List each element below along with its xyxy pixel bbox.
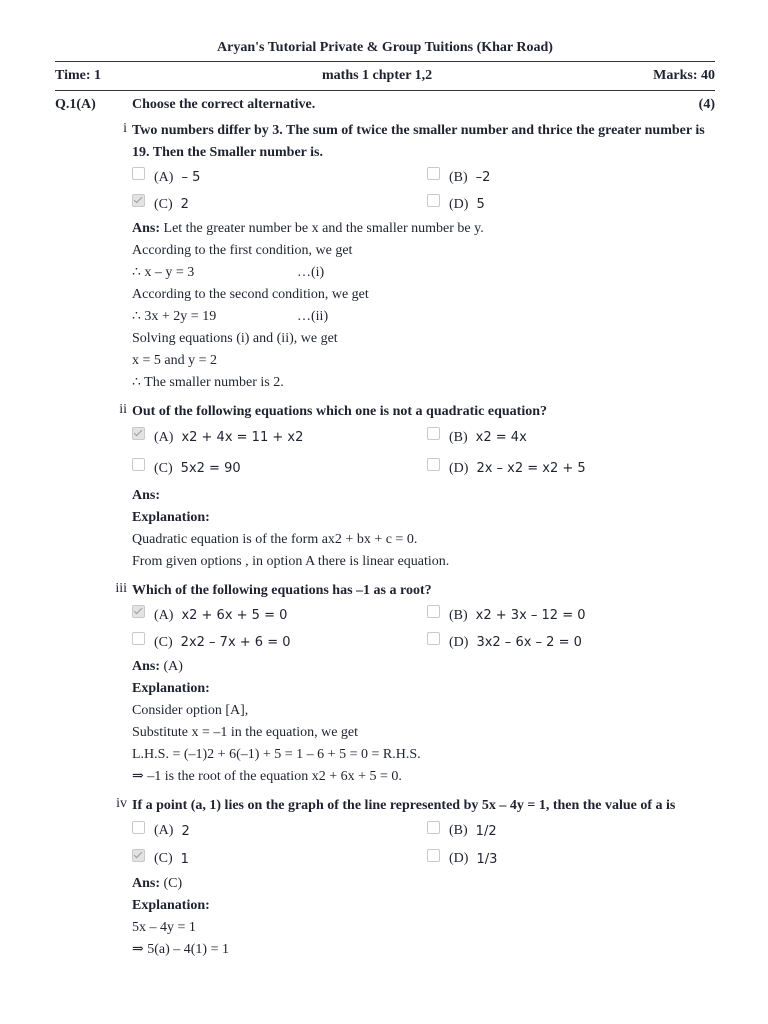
option-checkbox[interactable] — [427, 427, 440, 440]
option-checkbox[interactable] — [427, 605, 440, 618]
option-label: (D) — [449, 851, 469, 866]
explanation-label: Explanation: — [132, 898, 210, 913]
option-value: x2 + 6x + 5 = 0 — [181, 608, 288, 623]
option-label: (C) — [154, 460, 173, 476]
option-label: (A) — [154, 169, 174, 185]
section-heading — [55, 93, 715, 117]
option-value: x2 + 3x – 12 = 0 — [475, 608, 586, 623]
answer-label: Ans: — [132, 659, 161, 674]
answer-text: (A) — [163, 659, 183, 674]
option-value: 2 — [181, 823, 190, 839]
options-group — [132, 423, 715, 485]
option-label: (D) — [449, 196, 469, 212]
exam-marks: Marks: 40 — [653, 68, 715, 83]
question-text: Two numbers differ by 3. The sum of twice the smaller number and thrice the greater number is 19. Then the Smaller number is. — [132, 123, 705, 160]
answer-line — [132, 873, 715, 895]
solution-line: 5x – 4y = 1 — [132, 920, 196, 935]
option-label: (A) — [154, 607, 174, 623]
option-value: 1 — [180, 851, 189, 867]
option-checkbox-checked[interactable] — [132, 605, 145, 618]
option-a[interactable] — [132, 164, 427, 191]
option-checkbox[interactable] — [132, 167, 145, 180]
worksheet-page — [55, 38, 715, 961]
question-number: iii — [115, 581, 127, 596]
option-d[interactable] — [427, 629, 715, 656]
answer-text: (C) — [163, 876, 183, 891]
question-number: i — [123, 121, 127, 136]
exam-meta-bar — [55, 61, 715, 91]
solution-line: ∴ 3x + 2y = 19 …(ii) — [132, 309, 329, 324]
option-c[interactable] — [132, 629, 427, 656]
school-name: Aryan's Tutorial Private & Group Tuitions (Khar Road) — [217, 40, 553, 55]
option-checkbox[interactable] — [427, 821, 440, 834]
option-value: 5 — [476, 197, 485, 212]
option-label: (C) — [154, 634, 173, 650]
option-a[interactable] — [132, 423, 427, 452]
solution-line: Substitute x = –1 in the equation, we get — [132, 725, 359, 740]
solution-line: Quadratic equation is of the form ax2 + bx + c = 0. — [132, 532, 418, 547]
question-4 — [55, 794, 715, 961]
section-number: Q.1(A) — [55, 97, 96, 112]
option-checkbox[interactable] — [132, 632, 145, 645]
option-value: 1/3 — [476, 851, 498, 867]
section-instruction: Choose the correct alternative. — [132, 97, 316, 112]
option-label: (C) — [154, 196, 173, 212]
option-value: 2 — [180, 197, 189, 212]
option-label: (A) — [154, 823, 174, 838]
question-text: Out of the following equations which one is not a quadratic equation? — [132, 404, 547, 419]
option-c[interactable] — [132, 845, 427, 873]
option-b[interactable] — [427, 602, 715, 629]
solution-line: From given options , in option A there is linear equation. — [132, 554, 450, 569]
options-group — [132, 817, 715, 873]
option-label: (B) — [449, 823, 468, 838]
answer-label: Ans: — [132, 221, 161, 236]
solution-line: ∴ x – y = 3 …(i) — [132, 265, 325, 280]
option-checkbox[interactable] — [427, 849, 440, 862]
answer-label: Ans: — [132, 488, 161, 503]
option-label: (D) — [449, 460, 469, 476]
option-label: (B) — [449, 429, 468, 445]
option-checkbox[interactable] — [427, 458, 440, 471]
solution-line: According to the second condition, we get — [132, 287, 369, 302]
option-b[interactable] — [427, 817, 715, 845]
option-a[interactable] — [132, 817, 427, 845]
option-value: 3x2 – 6x – 2 = 0 — [476, 635, 582, 650]
option-value: x2 + 4x = 11 + x2 — [181, 430, 304, 445]
option-b[interactable] — [427, 164, 715, 191]
solution-line: ⇒ 5(a) – 4(1) = 1 — [132, 942, 229, 957]
solution-line: According to the first condition, we get — [132, 243, 353, 258]
option-checkbox[interactable] — [427, 167, 440, 180]
option-value: 2x2 – 7x + 6 = 0 — [180, 635, 291, 650]
option-checkbox[interactable] — [132, 821, 145, 834]
option-checkbox[interactable] — [427, 632, 440, 645]
solution-line: Solving equations (i) and (ii), we get — [132, 331, 338, 346]
option-a[interactable] — [132, 602, 427, 629]
options-group — [132, 164, 715, 218]
explanation-label: Explanation: — [132, 681, 210, 696]
option-checkbox[interactable] — [132, 458, 145, 471]
option-label: (D) — [449, 634, 469, 650]
solution-line: ∴ The smaller number is 2. — [132, 375, 284, 390]
option-checkbox-checked[interactable] — [132, 427, 145, 440]
answer-label: Ans: — [132, 876, 161, 891]
solution-line: Consider option [A], — [132, 703, 249, 718]
option-c[interactable] — [132, 452, 427, 485]
option-label: (B) — [449, 169, 468, 185]
answer-line — [132, 218, 715, 240]
solution-line: x = 5 and y = 2 — [132, 353, 218, 368]
option-label: (B) — [449, 607, 468, 623]
section-marks: (4) — [698, 97, 715, 112]
option-value: 5x2 = 90 — [180, 461, 241, 476]
question-text: If a point (a, 1) lies on the graph of the line represented by 5x – 4y = 1, then the value of a is — [132, 798, 676, 813]
solution-line: L.H.S. = (–1)2 + 6(–1) + 5 = 1 – 6 + 5 = 0 = R.H.S. — [132, 747, 421, 762]
solution-line: ⇒ –1 is the root of the equation x2 + 6x + 5 = 0. — [132, 769, 402, 784]
question-text: Which of the following equations has –1 as a root? — [132, 583, 432, 598]
option-value: –2 — [475, 170, 491, 185]
options-group — [132, 602, 715, 656]
option-checkbox-checked[interactable] — [132, 849, 145, 862]
option-checkbox[interactable] — [427, 194, 440, 207]
option-d[interactable] — [427, 191, 715, 218]
answer-text: Let the greater number be x and the smaller number be y. — [163, 221, 484, 236]
question-number: iv — [116, 796, 127, 811]
option-checkbox-checked[interactable] — [132, 194, 145, 207]
question-2 — [55, 400, 715, 573]
exam-subject: maths 1 chpter 1,2 — [322, 68, 433, 83]
option-value: x2 = 4x — [475, 430, 527, 445]
question-3 — [55, 579, 715, 788]
option-c[interactable] — [132, 191, 427, 218]
exam-time: Time: 1 — [55, 68, 102, 83]
option-d[interactable] — [427, 452, 715, 485]
question-number: ii — [119, 402, 127, 417]
option-label: (A) — [154, 429, 174, 445]
option-value: 2x – x2 = x2 + 5 — [476, 461, 586, 476]
question-1 — [55, 119, 715, 394]
option-d[interactable] — [427, 845, 715, 873]
answer-line — [132, 656, 715, 678]
option-value: 1/2 — [475, 823, 497, 839]
option-label: (C) — [154, 851, 173, 866]
option-value: – 5 — [181, 170, 201, 185]
option-b[interactable] — [427, 423, 715, 452]
explanation-label: Explanation: — [132, 510, 210, 525]
